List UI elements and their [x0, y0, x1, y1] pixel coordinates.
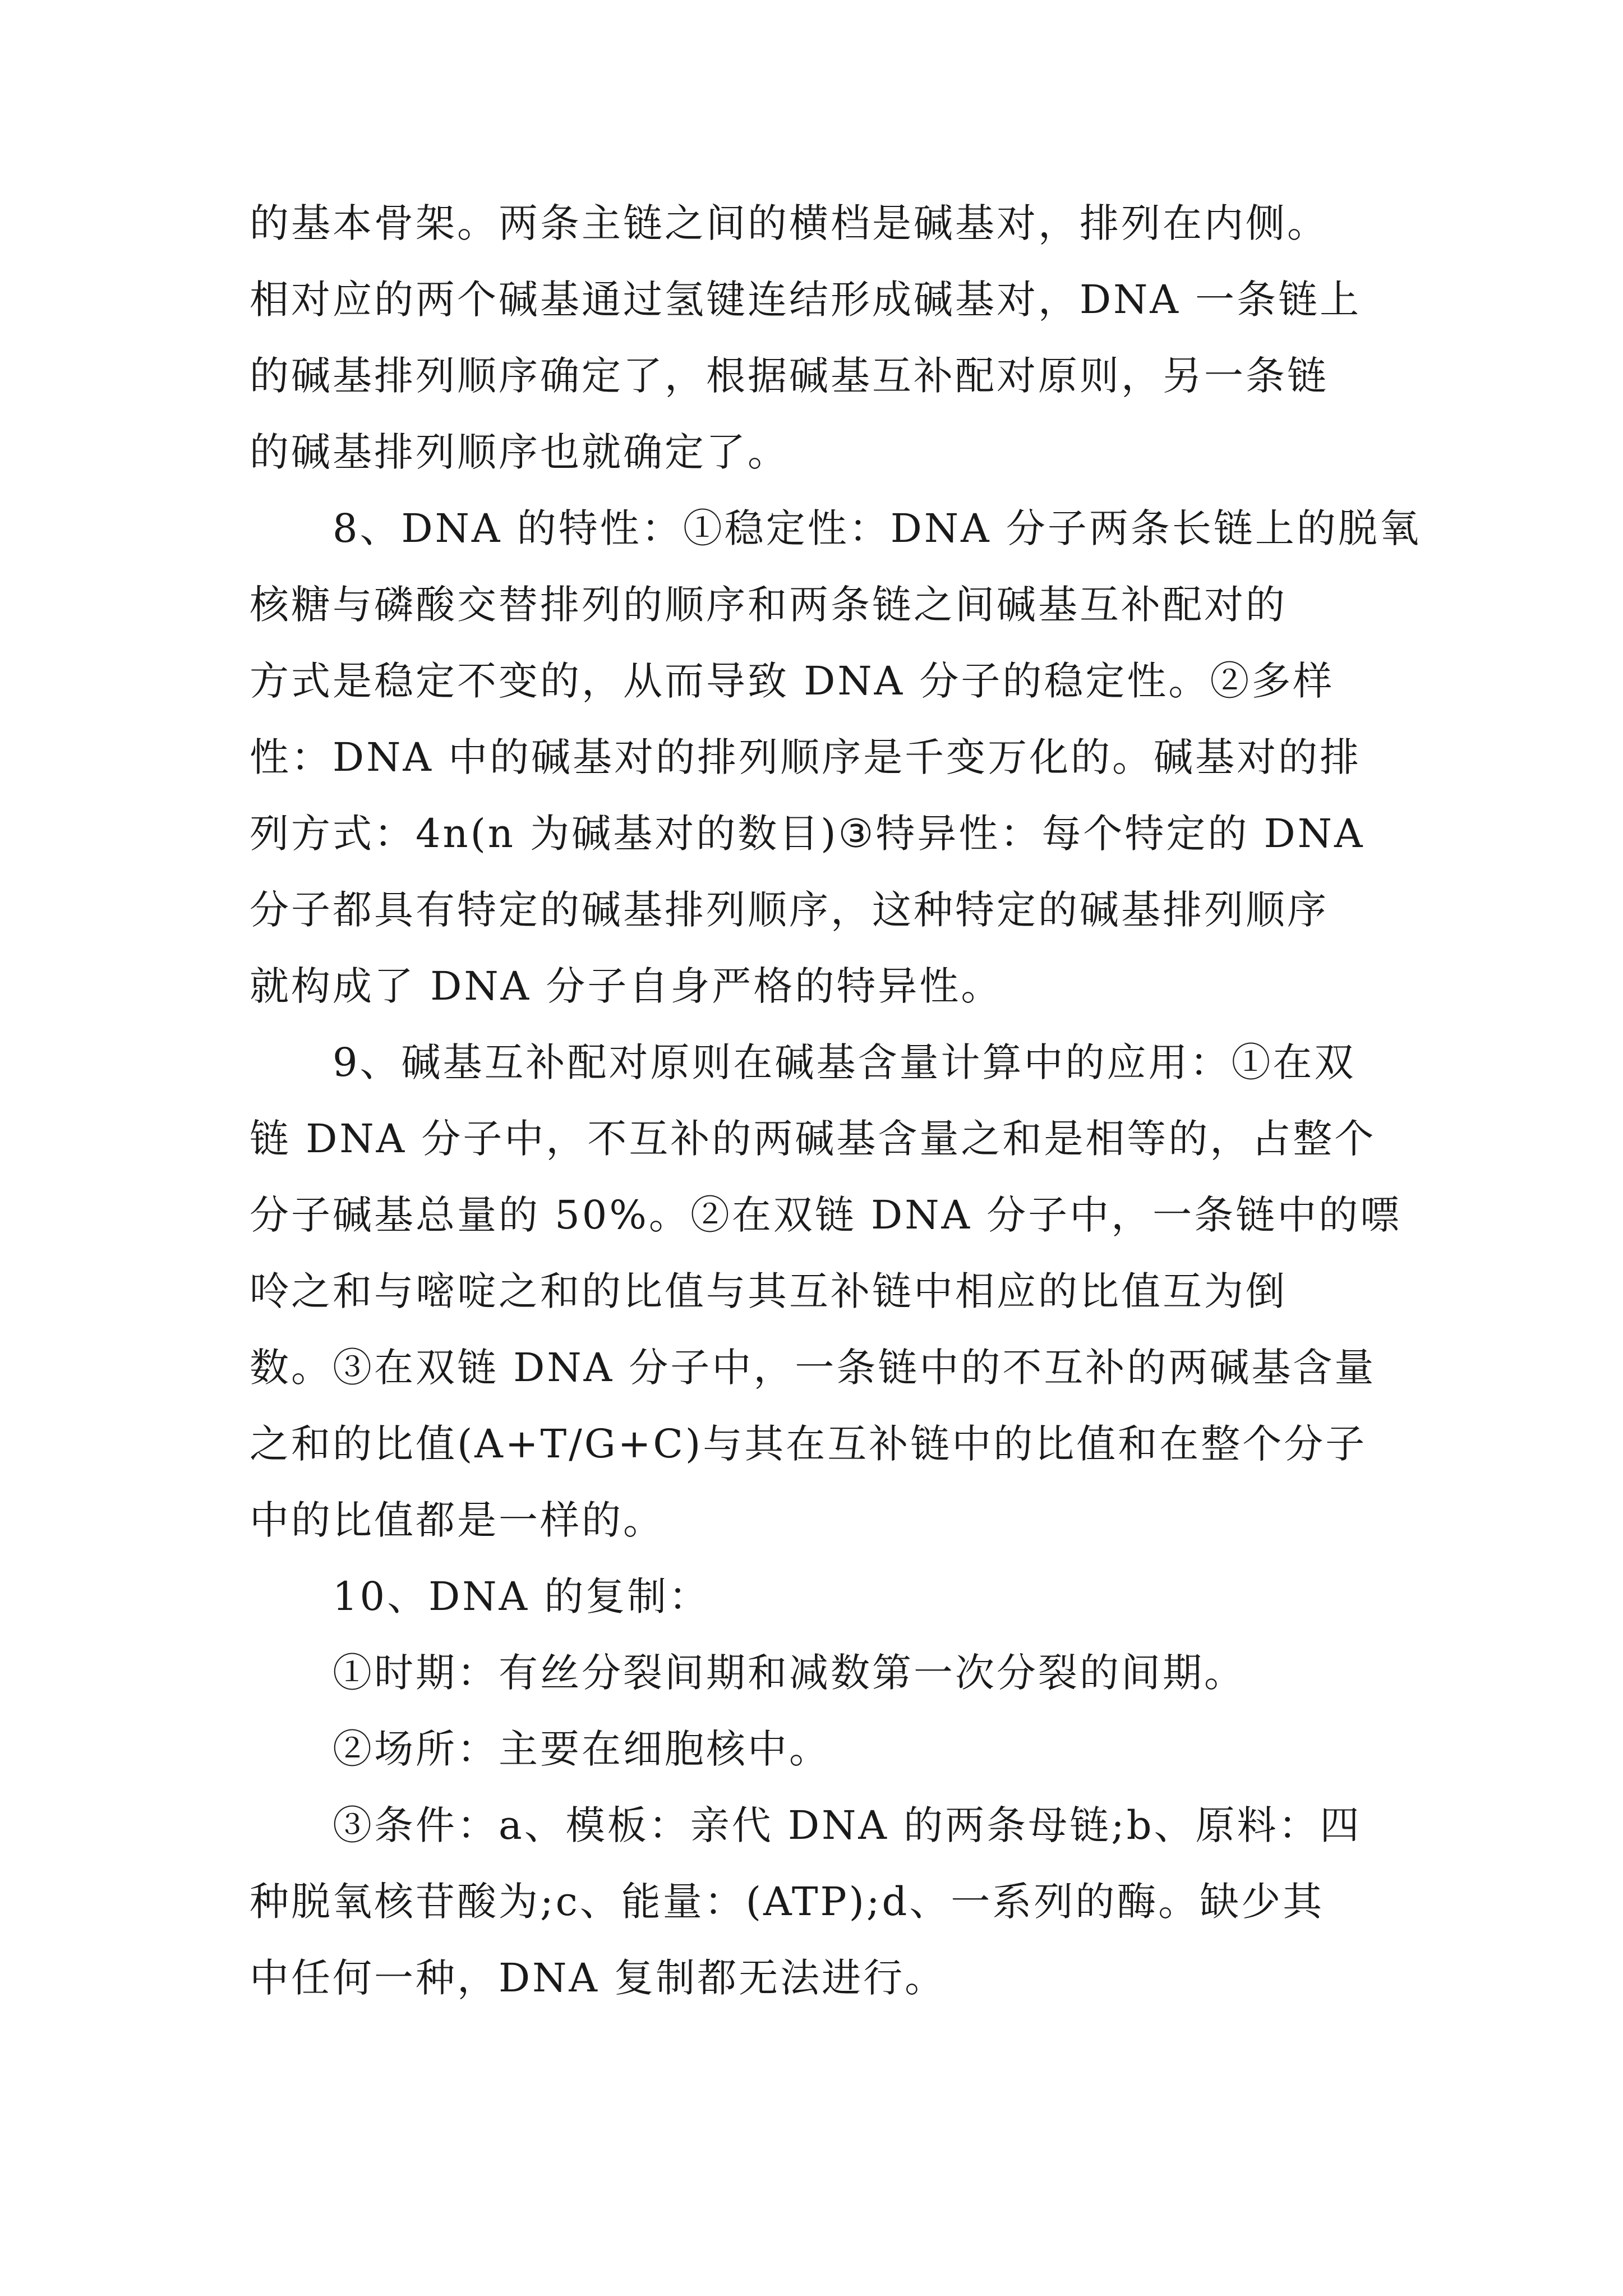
text-line: 核糖与磷酸交替排列的顺序和两条链之间碱基互补配对的	[250, 582, 1287, 628]
text-line: 分子碱基总量的 50%。②在双链 DNA 分子中，一条链中的嘌	[250, 1192, 1402, 1238]
text-line: 的基本骨架。两条主链之间的横档是碱基对，排列在内侧。	[250, 200, 1329, 246]
text-line: 链 DNA 分子中，不互补的两碱基含量之和是相等的，占整个	[250, 1116, 1376, 1162]
paragraph-10-heading: 10、DNA 的复制：	[333, 1573, 711, 1619]
text-line: 就构成了 DNA 分子自身严格的特异性。	[250, 963, 1003, 1009]
text-line: 呤之和与嘧啶之和的比值与其互补链中相应的比值互为倒	[250, 1268, 1287, 1314]
text-line: 种脱氧核苷酸为;c、能量：(ATP);d、一系列的酶。缺少其	[250, 1879, 1325, 1925]
text-line: 方式是稳定不变的，从而导致 DNA 分子的稳定性。②多样	[250, 658, 1335, 704]
text-line: 相对应的两个碱基通过氢键连结形成碱基对，DNA 一条链上	[250, 277, 1362, 323]
text-line: 数。③在双链 DNA 分子中，一条链中的不互补的两碱基含量	[250, 1345, 1376, 1391]
text-line: 性：DNA 中的碱基对的排列顺序是千变万化的。碱基对的排	[250, 734, 1362, 780]
document-body	[250, 185, 1421, 2016]
paragraph-8-start: 8、DNA 的特性：①稳定性：DNA 分子两条长链上的脱氧	[333, 505, 1421, 551]
text-line: 中任何一种，DNA 复制都无法进行。	[250, 1955, 947, 2001]
text-line: 的碱基排列顺序也就确定了。	[250, 429, 789, 475]
text-line: 中的比值都是一样的。	[250, 1497, 665, 1543]
text-line: 列方式：4n(n 为碱基对的数目)③特异性：每个特定的 DNA	[250, 811, 1365, 857]
paragraph-10-location: ②场所：主要在细胞核中。	[333, 1726, 831, 1772]
text-line: 分子都具有特定的碱基排列顺序，这种特定的碱基排列顺序	[250, 887, 1329, 933]
paragraph-9-start: 9、碱基互补配对原则在碱基含量计算中的应用：①在双	[333, 1039, 1356, 1085]
text-line: 之和的比值(A+T/G+C)与其在互补链中的比值和在整个分子	[250, 1421, 1367, 1467]
text-line: 的碱基排列顺序确定了，根据碱基互补配对原则，另一条链	[250, 353, 1329, 399]
paragraph-10-period: ①时期：有丝分裂间期和减数第一次分裂的间期。	[333, 1650, 1246, 1696]
paragraph-10-conditions: ③条件：a、模板：亲代 DNA 的两条母链;b、原料：四	[333, 1802, 1362, 1848]
